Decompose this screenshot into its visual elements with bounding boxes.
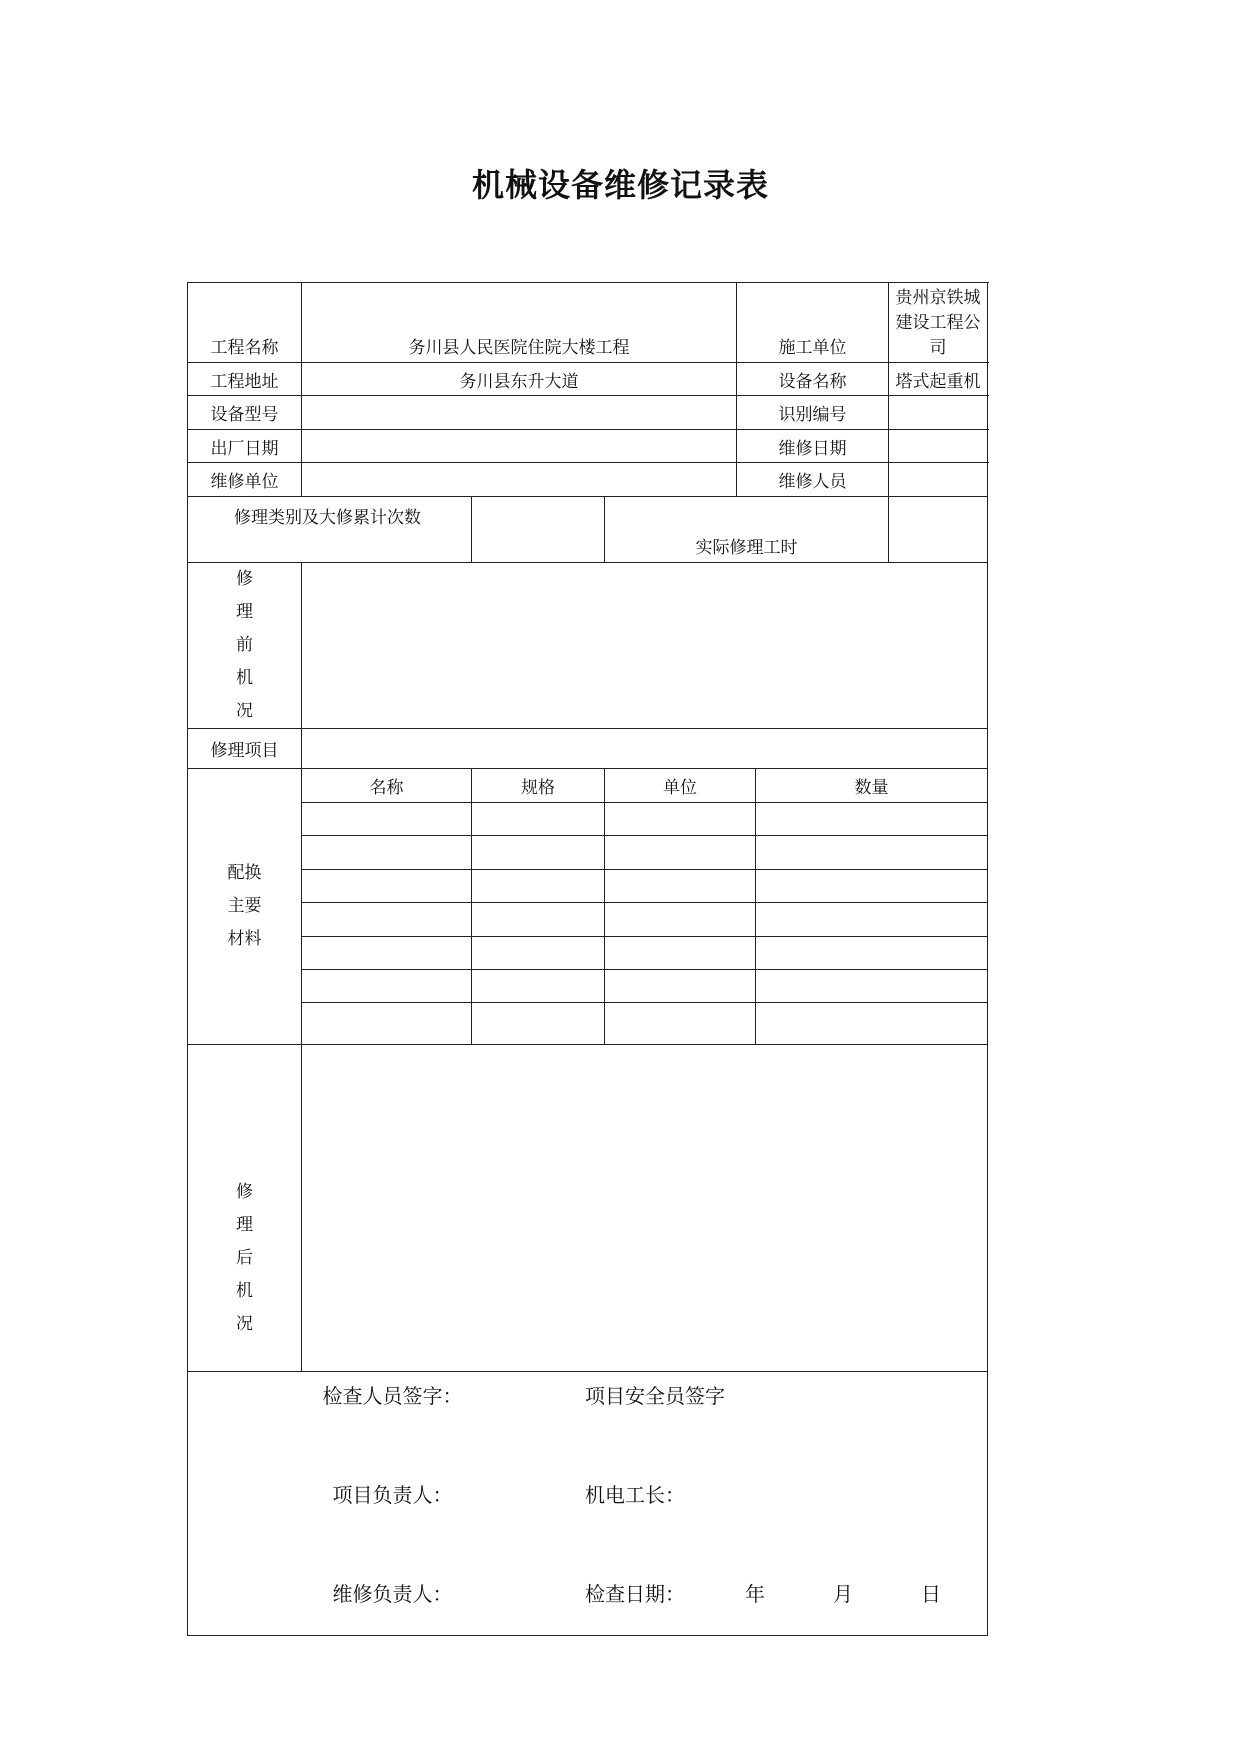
materials-label: 配换 主要 材料: [188, 769, 302, 1045]
repair-items-label: 修理项目: [188, 729, 302, 769]
material-cell[interactable]: [472, 803, 605, 836]
material-cell[interactable]: [756, 870, 988, 903]
inspection-date[interactable]: [585, 1578, 941, 1635]
info-value[interactable]: 贵州京铁城建设工程公司: [889, 283, 988, 363]
material-cell[interactable]: [302, 803, 472, 836]
material-cell[interactable]: [302, 870, 472, 903]
info-value[interactable]: [302, 463, 737, 497]
material-cell[interactable]: [605, 937, 756, 970]
date-day: 日: [921, 1582, 941, 1606]
info-value[interactable]: [302, 396, 737, 430]
info-row: [188, 363, 988, 396]
material-cell[interactable]: [472, 970, 605, 1003]
repair-stats-row: [188, 497, 988, 563]
before-condition-row: [188, 563, 988, 729]
after-condition-field[interactable]: [302, 1045, 988, 1372]
info-value[interactable]: [889, 463, 988, 497]
material-cell[interactable]: [472, 903, 605, 937]
materials-header-spec: 规格: [472, 769, 605, 803]
material-cell[interactable]: [756, 803, 988, 836]
materials-header-unit: 单位: [605, 769, 756, 803]
material-cell[interactable]: [472, 836, 605, 870]
material-cell[interactable]: [756, 1003, 988, 1045]
material-cell[interactable]: [472, 1003, 605, 1045]
before-condition-label: 修 理 前 机 况: [188, 563, 302, 729]
info-label: 施工单位: [737, 283, 889, 363]
electrical-foreman-signature[interactable]: 机电工长：: [585, 1483, 685, 1507]
material-row: [188, 870, 988, 903]
info-value[interactable]: [889, 396, 988, 430]
info-label: 识别编号: [737, 396, 889, 430]
page-title: 机械设备维修记录表: [471, 166, 769, 204]
material-row: [188, 836, 988, 870]
material-cell[interactable]: [302, 1003, 472, 1045]
info-value[interactable]: [302, 430, 737, 463]
material-row: [188, 903, 988, 937]
actual-hours-value[interactable]: [889, 497, 988, 563]
material-cell[interactable]: [302, 970, 472, 1003]
material-cell[interactable]: [472, 870, 605, 903]
actual-hours-label: 实际修理工时: [605, 497, 889, 563]
repair-items-row: [188, 729, 988, 769]
repair-category-value[interactable]: [472, 497, 605, 563]
info-label: 出厂日期: [188, 430, 302, 463]
info-label: 设备型号: [188, 396, 302, 430]
info-value[interactable]: 塔式起重机: [889, 363, 988, 396]
maintenance-record-form: [187, 282, 988, 1636]
info-label: 设备名称: [737, 363, 889, 396]
material-row: [188, 1003, 988, 1045]
material-row: [188, 937, 988, 970]
material-cell[interactable]: [605, 1003, 756, 1045]
material-cell[interactable]: [756, 937, 988, 970]
material-cell[interactable]: [756, 836, 988, 870]
info-label: 工程地址: [188, 363, 302, 396]
material-row: [188, 970, 988, 1003]
repair-category-label: 修理类别及大修累计次数: [188, 497, 472, 563]
info-label: 维修日期: [737, 430, 889, 463]
material-cell[interactable]: [605, 836, 756, 870]
signatures-row: [188, 1372, 988, 1636]
material-cell[interactable]: [605, 870, 756, 903]
material-cell[interactable]: [302, 836, 472, 870]
safety-officer-signature[interactable]: 项目安全员签字: [585, 1384, 725, 1408]
material-cell[interactable]: [605, 970, 756, 1003]
info-value[interactable]: 务川县东升大道: [302, 363, 737, 396]
material-cell[interactable]: [605, 803, 756, 836]
before-condition-field[interactable]: [302, 563, 988, 729]
material-cell[interactable]: [472, 937, 605, 970]
date-year: 年: [745, 1582, 765, 1606]
material-cell[interactable]: [302, 903, 472, 937]
material-row: [188, 803, 988, 836]
project-manager-signature[interactable]: 项目负责人：: [332, 1483, 453, 1507]
repair-items-field[interactable]: [302, 729, 988, 769]
info-label: 维修单位: [188, 463, 302, 497]
info-value[interactable]: 务川县人民医院住院大楼工程: [302, 283, 737, 363]
signatures-block: [188, 1372, 988, 1636]
info-row: [188, 283, 988, 363]
date-month: 月: [833, 1582, 853, 1606]
info-row: [188, 463, 988, 497]
inspector-signature[interactable]: 检查人员签字：: [322, 1384, 463, 1408]
materials-header-name: 名称: [302, 769, 472, 803]
info-row: [188, 430, 988, 463]
after-condition-label: 修 理 后 机 况: [188, 1045, 302, 1372]
info-row: [188, 396, 988, 430]
after-condition-row: [188, 1045, 988, 1372]
inspection-date-label: 检查日期：: [585, 1582, 685, 1606]
info-label: 工程名称: [188, 283, 302, 363]
materials-header-qty: 数量: [756, 769, 988, 803]
info-label: 维修人员: [737, 463, 889, 497]
repair-manager-signature[interactable]: 维修负责人：: [332, 1582, 453, 1606]
material-cell[interactable]: [756, 970, 988, 1003]
material-cell[interactable]: [756, 903, 988, 937]
material-cell[interactable]: [302, 937, 472, 970]
material-cell[interactable]: [605, 903, 756, 937]
info-value[interactable]: [889, 430, 988, 463]
materials-header-row: [188, 769, 988, 803]
